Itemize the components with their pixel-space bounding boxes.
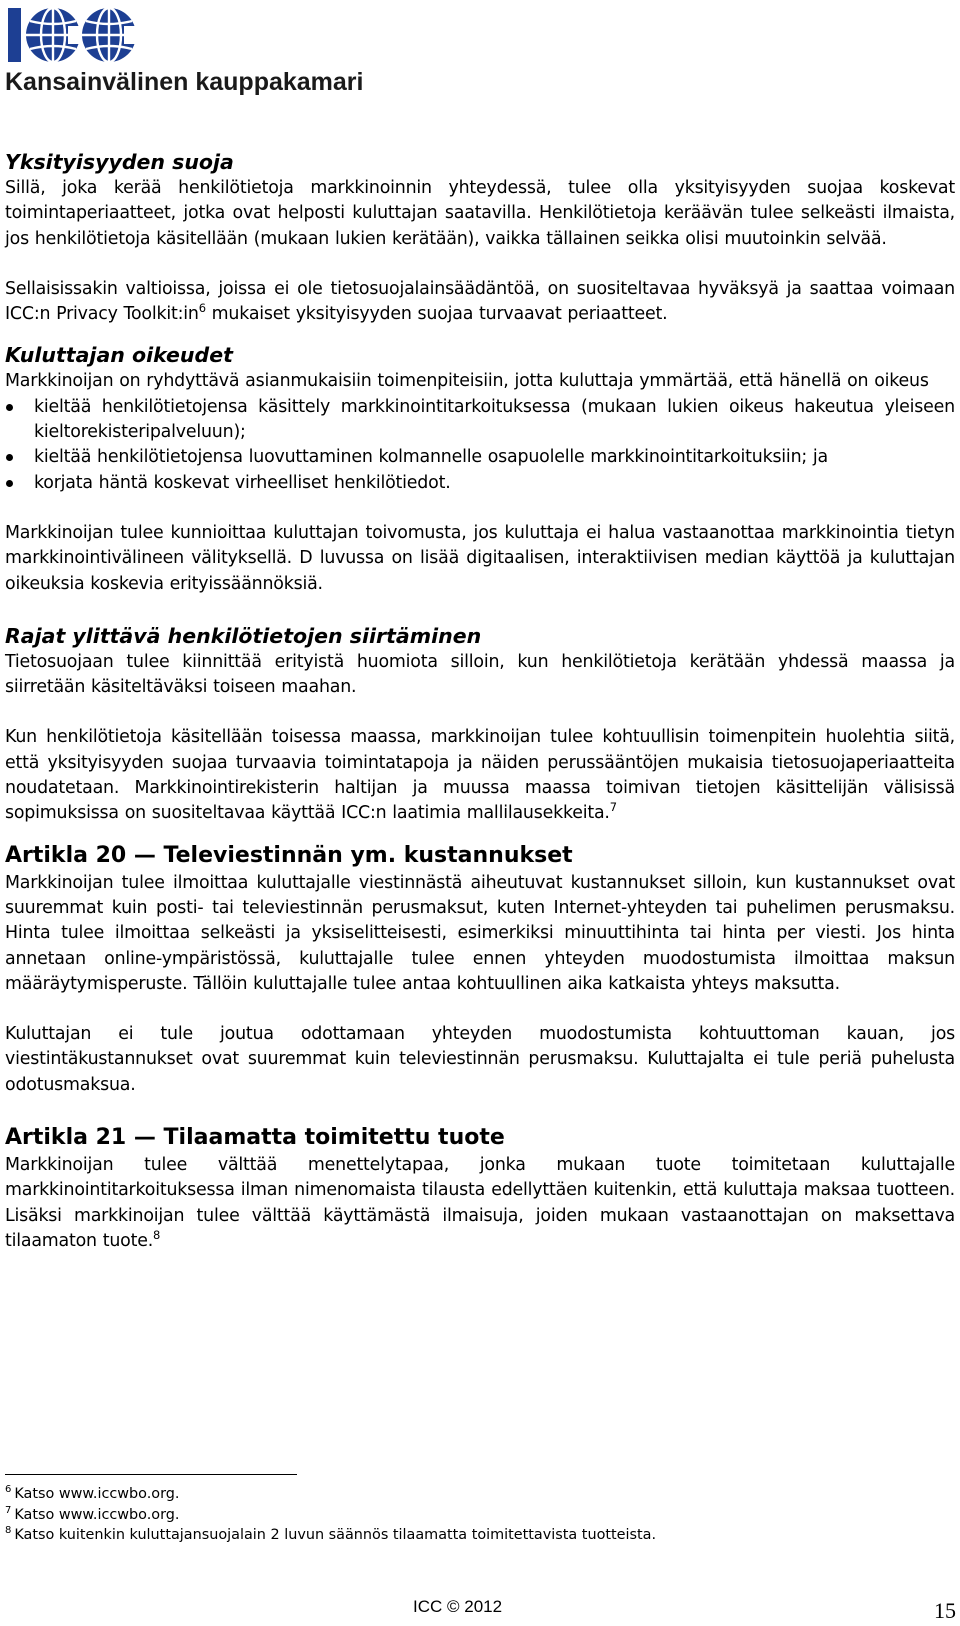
page-number: 15 (934, 1598, 956, 1623)
footnotes (5, 1484, 905, 1546)
list-item (5, 395, 955, 446)
footnote-ref-7[interactable]: 7 (609, 800, 617, 815)
heading-cross-border: Rajat ylittävä henkilötietojen siirtäminen (5, 623, 482, 648)
footnote-number: 7 (5, 1504, 12, 1516)
heading-article-21: Artikla 21 — Tilaamatta toimitettu tuote (5, 1125, 505, 1151)
cross-border-paragraph-1: Tietosuojaan tulee kiinnittää erityistä huomiota silloin, kun henkilötietoja kerätään yhdessä maassa ja siirretään käsiteltäväksi toiseen maahan. (5, 651, 955, 698)
organization-name: Kansainvälinen kauppakamari (5, 68, 364, 96)
privacy-paragraph-2 (5, 277, 955, 328)
consumer-rights-intro: Markkinoijan on ryhdyttävä asianmukaisiin toimenpiteisiin, jotta kuluttaja ymmärtää, että hänellä on oikeus (5, 371, 929, 392)
privacy-paragraph-1: Sillä, joka kerää henkilötietoja markkinoinnin yhteydessä, tulee olla yksityisyyden suojaa koskevat toimintaperiaatteet, jotka ovat helposti kuluttajan saatavilla. Henkilötietoja keräävän tulee selkeästi ilmaista, jos henkilötietoja käsitellään (mukaan lukien kerätään), vaikka tällainen seikka olisi muutoinkin selvää. (5, 178, 955, 249)
consumer-rights-list (5, 395, 955, 496)
footnote-text: Katso kuitenkin kuluttajansuojalain 2 luvun säännös tilaamatta toimitettavista tuotteista. (14, 1527, 657, 1544)
privacy-paragraph-2-tail: mukaiset yksityisyyden suojaa turvaavat periaatteet. (205, 304, 668, 325)
footer-copyright: ICC © 2012 (413, 1597, 503, 1616)
list-item-text: korjata häntä koskevat virheelliset henkilötiedot. (34, 472, 451, 493)
icc-logo (8, 6, 138, 64)
footnote-text: Katso www.iccwbo.org. (14, 1506, 180, 1523)
heading-article-20: Artikla 20 — Televiestinnän ym. kustannukset (5, 842, 573, 868)
list-item-text: kieltää henkilötietojensa käsittely markkinointitarkoituksessa (mukaan lukien oikeus hakeutua yleiseen kieltorekisteripalveluun); (34, 396, 955, 443)
list-item (5, 445, 955, 470)
footnote-text: Katso www.iccwbo.org. (14, 1486, 180, 1502)
footnote-divider (5, 1474, 297, 1475)
footnote-number: 6 (5, 1484, 12, 1496)
footnote-number: 8 (5, 1525, 12, 1537)
privacy-paragraph-2-text: Sellaisissakin valtioissa, joissa ei ole tietosuojalainsäädäntöä, on suositeltavaa hyväksyä ja saattaa voimaan ICC:n Privacy Toolkit:in (5, 278, 955, 325)
footnote-7 (5, 1505, 905, 1526)
article-21-paragraph-1 (5, 1153, 955, 1254)
bullet-icon (6, 454, 13, 461)
article-20-paragraph-2: Kuluttajan ei tule joutua odottamaan yhteyden muodostumista kohtuuttoman kauan, jos viestintäkustannukset ovat suuremmat kuin televiestinnän perusmaksu. Kuluttajalta ei tule periä puhelusta odotusmaksua. (5, 1024, 955, 1095)
footnote-8 (5, 1525, 905, 1546)
list-item-text: kieltää henkilötietojensa luovuttaminen kolmannelle osapuolelle markkinointitarkoituksiin; ja (34, 447, 828, 468)
article-20-paragraph-1: Markkinoijan tulee ilmoittaa kuluttajalle viestinnästä aiheutuvat kustannukset silloin, kun kustannukset ovat suuremmat kuin posti- tai televiestinnän perusmaksut, kuten Internet-yhteyden tai puhelimen perusmaksu. Hinta tulee ilmoittaa selkeästi ja yksiselitteisesti, esimerkiksi minuuttihinta tai hinta per viesti. Jos hinta annetaan online-ympäristössä, kuluttajalle tulee ennen yhteyden muodostumista ilmoittaa maksun määräytymisperuste. Tällöin kuluttajalle tulee antaa kohtuullinen aika katkaista yhteys maksutta. (5, 872, 955, 994)
list-item (5, 471, 955, 496)
heading-privacy: Yksityisyyden suoja (5, 150, 234, 174)
footnote-ref-8[interactable]: 8 (153, 1228, 161, 1243)
cross-border-paragraph-2-text: Kun henkilötietoja käsitellään toisessa maassa, markkinoijan tulee kohtuullisin toimenpitein huolehtia siitä, että yksityisyyden suojaa turvaavia toimintatapoja ja näiden perussääntöjen mukaisia tietosuojaperiaatteita noudatetaan. Markkinointirekisterin haltijan ja muussa maassa toimivan tietojen käsittelijän välisissä sopimuksissa on suositeltavaa käyttää ICC:n laatimia mallilausekkeita. (5, 727, 955, 824)
cross-border-paragraph-2 (5, 725, 955, 826)
document-body (5, 148, 955, 1254)
article-21-paragraph-1-text: Markkinoijan tulee välttää menettelytapaa, jonka mukaan tuote toimitetaan kuluttajalle markkinointitarkoituksessa ilman nimenomaista tilausta edellyttäen kuitenkin, että kuluttaja maksaa tuotteen. Lisäksi markkinoijan tulee välttää käyttämästä ilmaisuja, joiden mukaan vastaanottajan on maksettava tilaamaton tuote. (5, 1155, 955, 1251)
bullet-icon (6, 480, 13, 487)
consumer-rights-paragraph-2: Markkinoijan tulee kunnioittaa kuluttajan toivomusta, jos kuluttaja ei halua vastaanottaa markkinointia tietyn markkinointivälineen välityksellä. D luvussa on lisää digitaalisen, interaktiivisen median käyttöä ja kuluttajan oikeuksia koskevia erityissäännöksiä. (5, 522, 955, 594)
footnote-6 (5, 1484, 905, 1505)
footnote-ref-6[interactable]: 6 (198, 301, 206, 316)
heading-consumer-rights: Kuluttajan oikeudet (5, 343, 233, 368)
bullet-icon (6, 404, 13, 411)
